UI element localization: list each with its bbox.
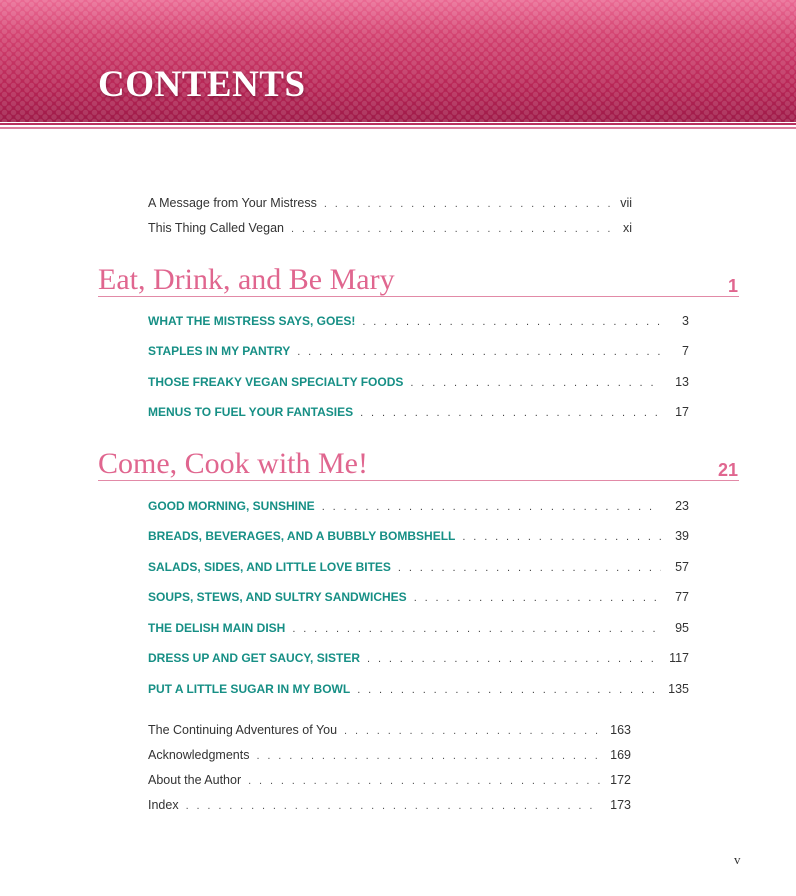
toc-entry-title: This Thing Called Vegan	[148, 221, 284, 235]
chapter-page: 135	[668, 682, 689, 696]
toc-entry-back-matter[interactable]	[148, 723, 631, 737]
dot-leader	[367, 653, 661, 665]
dot-leader	[291, 223, 612, 235]
toc-entry-back-matter[interactable]	[148, 748, 631, 762]
chapter-title: GOOD MORNING, SUNSHINE	[148, 499, 315, 513]
chapter-title: WHAT THE MISTRESS SAYS, GOES!	[148, 314, 356, 328]
chapter-title: THE DELISH MAIN DISH	[148, 621, 286, 635]
chapter-page: 39	[675, 529, 689, 543]
toc-entry-title: Index	[148, 798, 179, 812]
chapter-title: MENUS TO FUEL YOUR FANTASIES	[148, 405, 354, 419]
chapter-page: 117	[669, 651, 689, 665]
chapter-title: SALADS, SIDES, AND LITTLE LOVE BITES	[148, 560, 391, 574]
dot-leader	[256, 750, 601, 762]
dot-leader	[344, 725, 601, 737]
part-page: 1	[727, 276, 738, 296]
toc-entry-front-matter[interactable]	[148, 196, 632, 210]
dot-leader	[398, 562, 661, 574]
dot-leader	[297, 346, 661, 358]
toc-entry-chapter[interactable]	[148, 651, 689, 665]
page-folio: v	[734, 852, 741, 867]
toc-entry-chapter[interactable]	[148, 621, 689, 635]
dot-leader	[414, 592, 661, 604]
toc-entry-front-matter[interactable]	[148, 221, 632, 235]
toc-entry-page: 163	[610, 723, 631, 737]
part-heading[interactable]	[98, 444, 739, 481]
dot-leader	[186, 800, 601, 812]
chapter-title: STAPLES IN MY PANTRY	[148, 344, 291, 358]
toc-entry-chapter[interactable]	[148, 590, 689, 604]
page-title: CONTENTS	[98, 64, 306, 105]
toc-entry-chapter[interactable]	[148, 405, 689, 419]
toc-entry-chapter[interactable]	[148, 344, 689, 358]
dot-leader	[324, 198, 612, 210]
chapter-page: 95	[675, 621, 689, 635]
toc-entry-back-matter[interactable]	[148, 773, 631, 787]
chapter-page: 23	[675, 499, 689, 513]
toc-entry-page: 173	[610, 798, 631, 812]
toc-entry-title: Acknowledgments	[148, 748, 250, 762]
toc-entry-title: A Message from Your Mistress	[148, 196, 317, 210]
dot-leader	[362, 316, 661, 328]
chapter-page: 77	[675, 590, 689, 604]
dot-leader	[292, 623, 661, 635]
toc-entry-page: xi	[622, 221, 632, 235]
dot-leader	[322, 501, 661, 513]
chapter-title: THOSE FREAKY VEGAN SPECIALTY FOODS	[148, 375, 404, 389]
toc-entry-chapter[interactable]	[148, 499, 689, 513]
chapter-page: 13	[675, 375, 689, 389]
toc-entry-chapter[interactable]	[148, 560, 689, 574]
header-rule-secondary	[0, 127, 796, 129]
toc-entry-page: vii	[620, 196, 632, 210]
part-page: 21	[717, 460, 738, 480]
part-title: Come, Cook with Me!	[98, 447, 368, 480]
chapter-page: 57	[675, 560, 689, 574]
toc-entry-page: 169	[610, 748, 631, 762]
toc-entry-back-matter[interactable]	[148, 798, 631, 812]
chapter-page: 17	[675, 405, 689, 419]
part-heading[interactable]	[98, 260, 739, 297]
dot-leader	[410, 377, 661, 389]
dot-leader	[357, 684, 661, 696]
dot-leader	[360, 407, 661, 419]
toc-entry-chapter[interactable]	[148, 314, 689, 328]
toc-entry-chapter[interactable]	[148, 682, 689, 696]
chapter-title: DRESS UP AND GET SAUCY, SISTER	[148, 651, 361, 665]
chapter-page: 3	[682, 314, 689, 328]
dot-leader	[248, 775, 601, 787]
toc-entry-chapter[interactable]	[148, 529, 689, 543]
toc-entry-title: The Continuing Adventures of You	[148, 723, 338, 737]
chapter-title: BREADS, BEVERAGES, AND A BUBBLY BOMBSHELL	[148, 529, 456, 543]
chapter-title: SOUPS, STEWS, AND SULTRY SANDWICHES	[148, 590, 407, 604]
toc-entry-title: About the Author	[148, 773, 242, 787]
header-banner	[0, 0, 796, 122]
part-title: Eat, Drink, and Be Mary	[98, 263, 395, 296]
header-rule	[0, 123, 796, 125]
toc-entry-chapter[interactable]	[148, 375, 689, 389]
dot-leader	[462, 531, 661, 543]
chapter-page: 7	[682, 344, 689, 358]
chapter-title: PUT A LITTLE SUGAR IN MY BOWL	[148, 682, 351, 696]
toc-entry-page: 172	[610, 773, 631, 787]
